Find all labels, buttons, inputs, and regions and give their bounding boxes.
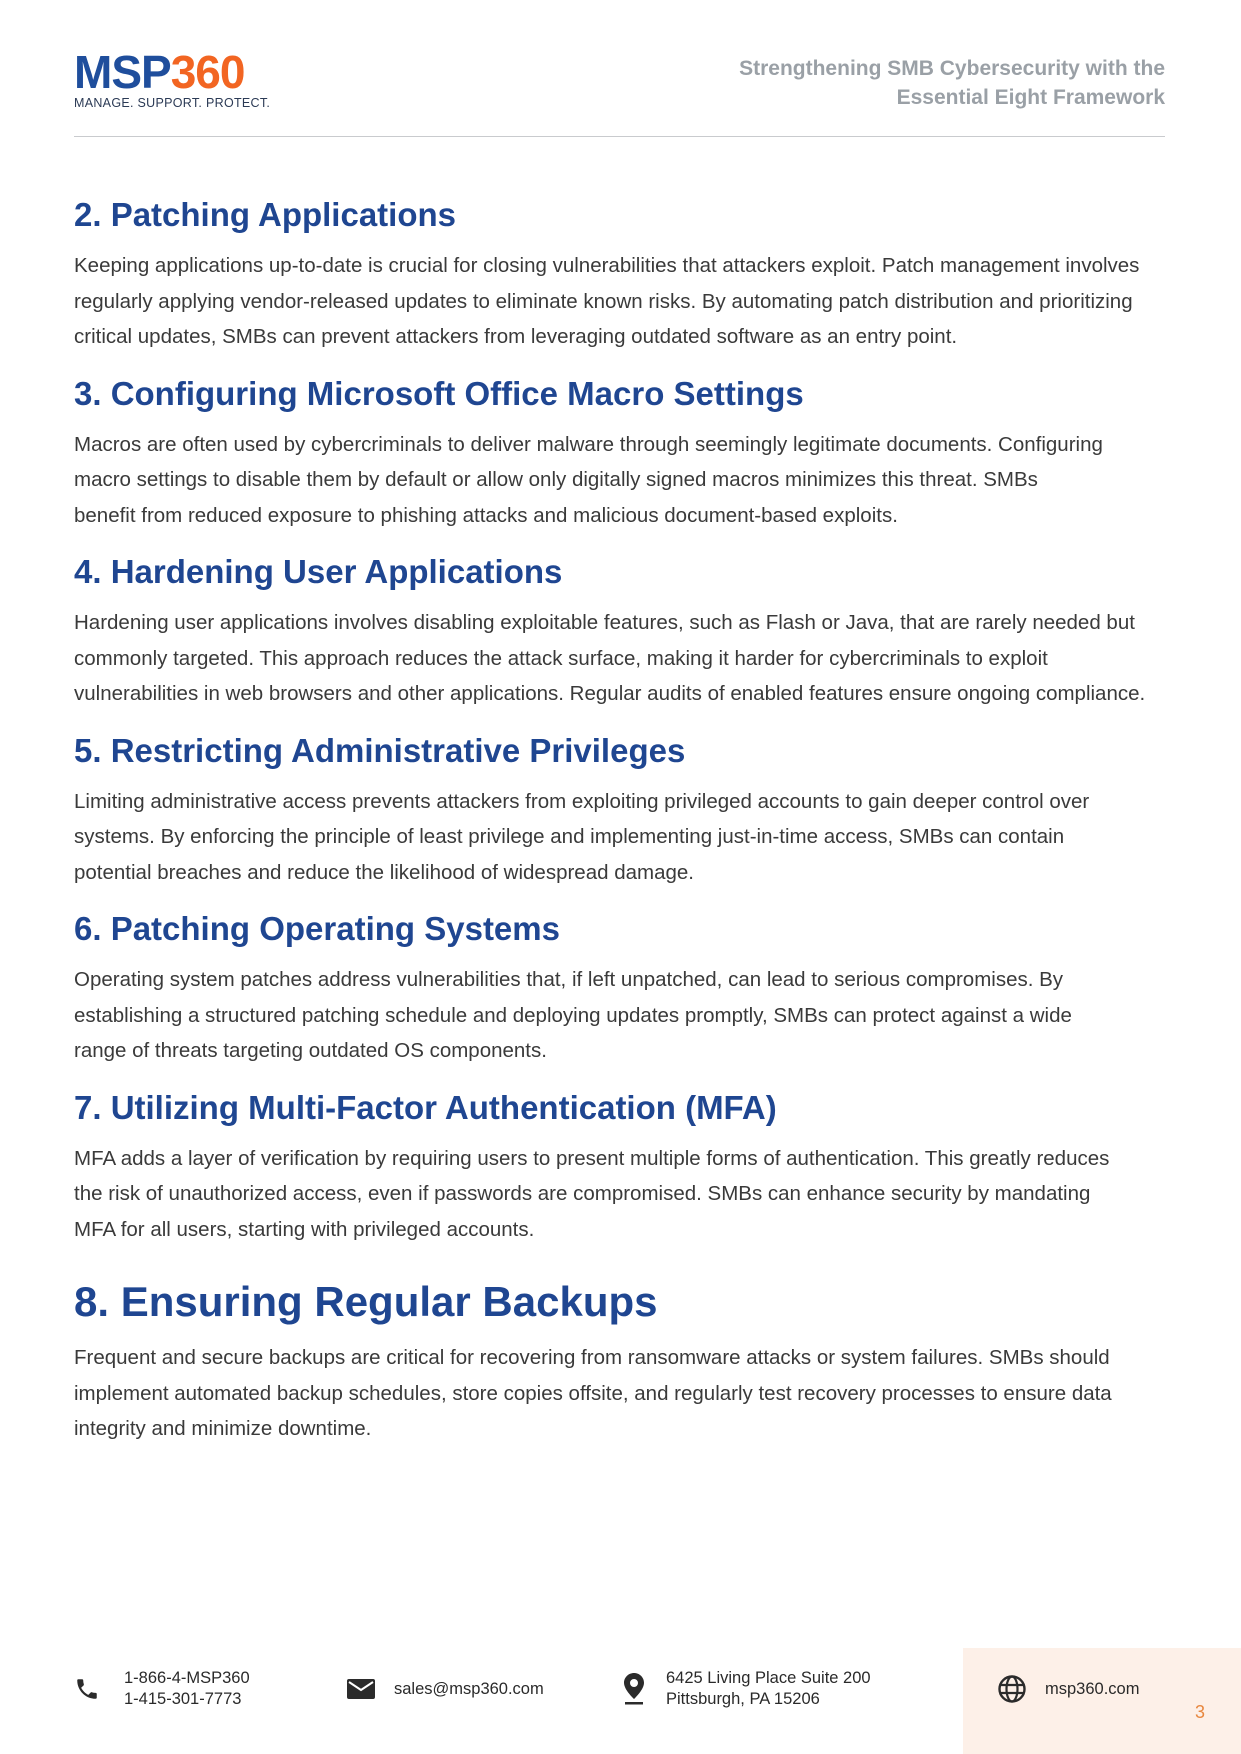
section-patching-operating-systems xyxy=(74,909,1164,1069)
section-body: Macros are often used by cybercriminals to deliver malware through seemingly legitimate documents. Configuring macro settings to disable them by default or allow only digitally signed macros minimizes this threat. SMBs benefit from reduced exposure to phishing attacks and malicious document-based exploits. xyxy=(74,432,1103,527)
section-body: Hardening user applications involves disabling exploitable features, such as Flash or Java, that are rarely needed but commonly targeted. This approach reduces the attack surface, making it harder for cybercriminals to exploit vulnerabilities in web browsers and other applications. Regular audits of enabled features ensure ongoing compliance. xyxy=(74,611,1146,705)
section-heading: 7. Utilizing Multi-Factor Authentication (MFA) xyxy=(74,1088,777,1126)
logo-msp: MSP xyxy=(74,46,171,98)
page-number: 3 xyxy=(1194,1702,1205,1722)
msp360-logo xyxy=(74,46,294,112)
section-body: Limiting administrative access prevents attackers from exploiting privileged accounts to gain deeper control over systems. By enforcing the principle of least privilege and implementing just-in-time access, SMBs can contain potential breaches and reduce the likelihood of widespread damage. xyxy=(74,789,1090,884)
section-restricting-admin-privileges xyxy=(74,731,1164,891)
phone-numbers xyxy=(124,1668,250,1710)
logo-wordmark xyxy=(74,46,294,98)
section-heading: 4. Hardening User Applications xyxy=(74,553,563,590)
page-footer xyxy=(0,1648,1241,1754)
website-link[interactable]: msp360.com xyxy=(1045,1679,1140,1698)
section-heading: 6. Patching Operating Systems xyxy=(74,910,560,947)
phone-number-2[interactable]: 1-415-301-7773 xyxy=(124,1690,242,1708)
section-mfa xyxy=(74,1088,1164,1248)
address-line-2: Pittsburgh, PA 15206 xyxy=(666,1690,820,1708)
header-divider xyxy=(74,136,1165,137)
logo-tagline: MANAGE. SUPPORT. PROTECT. xyxy=(74,96,271,110)
location-pin-icon xyxy=(620,1672,648,1706)
document-title xyxy=(645,54,1165,112)
phone-icon xyxy=(74,1676,100,1702)
section-regular-backups xyxy=(74,1277,1164,1447)
logo-360: 360 xyxy=(170,46,245,98)
address-line-1: 6425 Living Place Suite 200 xyxy=(666,1669,871,1687)
document-title-line-2: Essential Eight Framework xyxy=(896,86,1165,109)
footer-email[interactable] xyxy=(346,1668,544,1710)
section-body: Frequent and secure backups are critical for recovering from ransomware attacks or system failures. SMBs should implement automated backup schedules, store copies offsite, and regularly test recovery processes to ensure data integrity and minimize downtime. xyxy=(74,1346,1112,1440)
address-lines xyxy=(666,1668,871,1710)
main-content xyxy=(74,195,1164,1447)
phone-number-1[interactable]: 1-866-4-MSP360 xyxy=(124,1669,250,1687)
section-macro-settings xyxy=(74,374,1164,534)
footer-website[interactable] xyxy=(997,1668,1139,1710)
footer-phone[interactable] xyxy=(74,1668,250,1710)
section-heading: 5. Restricting Administrative Privileges xyxy=(74,731,686,769)
section-heading: 8. Ensuring Regular Backups xyxy=(74,1278,658,1325)
mail-icon xyxy=(346,1677,376,1701)
section-heading: 3. Configuring Microsoft Office Macro Settings xyxy=(74,374,804,412)
email-address[interactable]: sales@msp360.com xyxy=(394,1679,544,1698)
globe-icon xyxy=(997,1674,1027,1704)
document-title-line-1: Strengthening SMB Cybersecurity with the xyxy=(739,57,1165,80)
section-hardening-user-applications xyxy=(74,552,1164,712)
section-body: Keeping applications up-to-date is crucial for closing vulnerabilities that attackers exploit. Patch management involves regularly applying vendor-released updates to eliminate known risks. By automating patch distribution and prioritizing critical updates, SMBs can prevent attackers from leveraging outdated software as an entry point. xyxy=(74,254,1140,348)
section-patching-applications xyxy=(74,195,1164,355)
section-heading: 2. Patching Applications xyxy=(74,196,456,233)
section-body: MFA adds a layer of verification by requiring users to present multiple forms of authentication. This greatly reduces the risk of unauthorized access, even if passwords are compromised. SMBs can enhance security by mandating MFA for all users, starting with privileged accounts. xyxy=(74,1146,1110,1241)
footer-address xyxy=(620,1668,871,1710)
section-body: Operating system patches address vulnerabilities that, if left unpatched, can lead to serious compromises. By establishing a structured patching schedule and deploying updates promptly, SMBs can protect against a wide range of threats targeting outdated OS components. xyxy=(74,968,1072,1062)
